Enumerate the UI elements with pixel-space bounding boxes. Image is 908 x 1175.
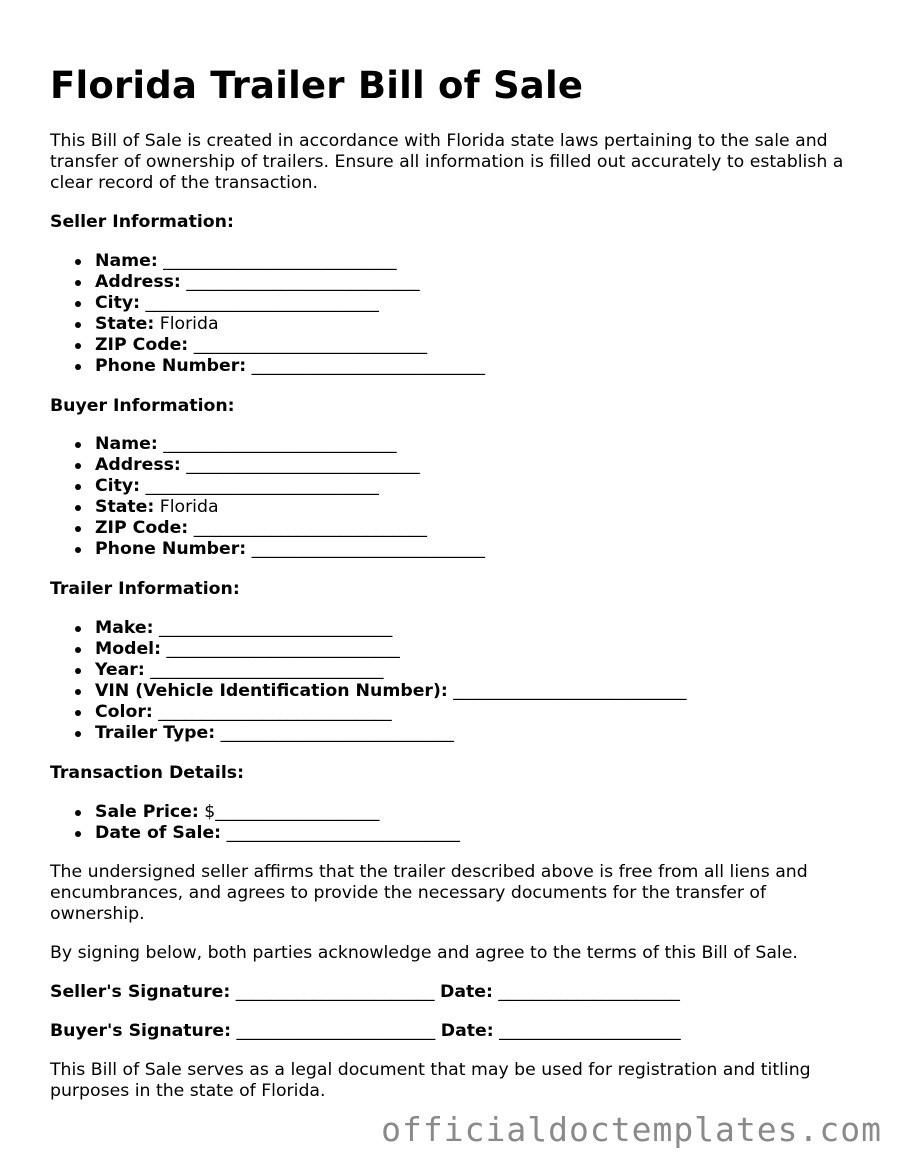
- acknowledgment-paragraph: By signing below, both parties acknowledge and agree to the terms of this Bill of Sale.: [50, 943, 798, 963]
- buyer-city-field: City: ___________________________: [50, 476, 485, 497]
- buyer-name-field: Name: ___________________________: [50, 434, 485, 455]
- buyer-zip-field: ZIP Code: ___________________________: [50, 518, 485, 539]
- seller-state-field: State: Florida: [50, 314, 485, 335]
- seller-city-field: City: ___________________________: [50, 293, 485, 314]
- sale-date-field: Date of Sale: ___________________________: [50, 823, 460, 844]
- seller-heading: Seller Information:: [50, 212, 234, 232]
- trailer-field-list: [50, 618, 687, 744]
- affirmation-paragraph: The undersigned seller affirms that the trailer described above is free from all liens and encumbrances, and agrees to provide the necessary documents for the transfer of ownership.: [50, 862, 808, 924]
- buyer-address-field: Address: ___________________________: [50, 455, 485, 476]
- trailer-type-field: Trailer Type: ___________________________: [50, 723, 687, 744]
- intro-paragraph: This Bill of Sale is created in accordance with Florida state laws pertaining to the sale and transfer of ownership of trailers. Ensure all information is filled out accurately to establish a clear record of the transaction.: [50, 131, 844, 193]
- trailer-color-field: Color: ___________________________: [50, 702, 687, 723]
- closing-paragraph: This Bill of Sale serves as a legal document that may be used for registration and titling purposes in the state of Florida.: [50, 1060, 811, 1101]
- buyer-phone-field: Phone Number: ___________________________: [50, 539, 485, 560]
- seller-signature-line: Seller's Signature: _______________________ Date: _____________________: [50, 982, 680, 1002]
- trailer-make-field: Make: ___________________________: [50, 618, 687, 639]
- transaction-heading: Transaction Details:: [50, 763, 244, 783]
- trailer-model-field: Model: ___________________________: [50, 639, 687, 660]
- sale-price-field: Sale Price: $___________________: [50, 802, 460, 823]
- buyer-state-field: State: Florida: [50, 497, 485, 518]
- page-title: Florida Trailer Bill of Sale: [50, 64, 584, 107]
- seller-field-list: [50, 251, 485, 377]
- seller-zip-field: ZIP Code: ___________________________: [50, 335, 485, 356]
- trailer-vin-field: VIN (Vehicle Identification Number): ___________________________: [50, 681, 687, 702]
- seller-phone-field: Phone Number: ___________________________: [50, 356, 485, 377]
- buyer-field-list: [50, 434, 485, 560]
- seller-name-field: Name: ___________________________: [50, 251, 485, 272]
- buyer-heading: Buyer Information:: [50, 396, 235, 416]
- trailer-heading: Trailer Information:: [50, 579, 240, 599]
- transaction-field-list: [50, 802, 460, 844]
- buyer-signature-line: Buyer's Signature: _______________________ Date: _____________________: [50, 1021, 681, 1041]
- trailer-year-field: Year: ___________________________: [50, 660, 687, 681]
- site-watermark: officialdoctemplates.com: [381, 1110, 882, 1149]
- seller-address-field: Address: ___________________________: [50, 272, 485, 293]
